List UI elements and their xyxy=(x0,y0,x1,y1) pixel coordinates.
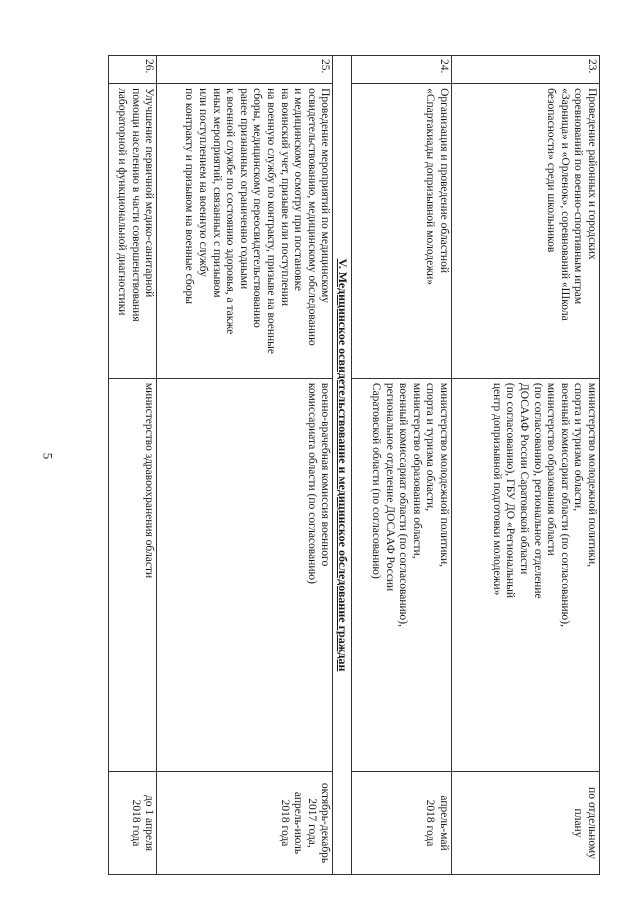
event-name: Организация и проведение областной «Спартакиады допризывной молодежи» xyxy=(352,84,452,379)
responsible-parties: военно-врачебная комиссия военного комиссариата области (по согласованию) xyxy=(157,378,333,771)
section-title: V. Медицинское освидетельствование и медицинское обследование граждан xyxy=(333,56,352,875)
events-table xyxy=(108,55,600,875)
rotated-document xyxy=(90,55,600,875)
row-number: 26. xyxy=(109,56,157,84)
table-row xyxy=(109,56,157,875)
deadline: до 1 апреля 2018 года xyxy=(109,772,157,875)
row-number: 24. xyxy=(352,56,452,84)
responsible-parties: министерство молодежной политики, спорта и туризма области, военный комиссариат области (по согласованию), министерство образования области (по согласованию), региональное отделение ДОСААФ России Саратовской области (по согласованию), ГБУ ДО «Региональный центр допризывной подготовки молодежи» xyxy=(452,378,600,771)
table-row xyxy=(352,56,452,875)
event-name: Проведение мероприятий по медицинскому освидетельствованию, медицинскому обследованию и медицинскому осмотру при постановке на воинский учет, призыве или поступлении на военную службу по контракту, призыве на военные сборы, медицинскому переосвидетельствованию ранее признанных ограниченно годными к военной службе по состоянию здоровья, а также иных мероприятий, связанных с призывом или поступлением на военную службу по контракту и призывом на военные сборы xyxy=(157,84,333,379)
responsible-parties: министерство молодежной политики, спорта и туризма области, министерство образования области, военный комиссариат области (по согласованию), региональное отделение ДОСААФ России Саратовской области (по согласованию) xyxy=(352,378,452,771)
table-row xyxy=(452,56,600,875)
table-row xyxy=(157,56,333,875)
responsible-parties: министерство здравоохранения области xyxy=(109,378,157,771)
event-name: Улучшение первичной медико-санитарной помощи населению в части совершенствования лабораторной и функциональной диагностики xyxy=(109,84,157,379)
row-number: 23. xyxy=(452,56,600,84)
deadline: апрель-май 2018 года xyxy=(352,772,452,875)
section-header-row xyxy=(333,56,352,875)
page-number: 5 xyxy=(40,452,56,460)
deadline: по отдельному плану xyxy=(452,772,600,875)
row-number: 25. xyxy=(157,56,333,84)
deadline: октябрь-декабрь 2017 года, апрель-июль 2018 года xyxy=(157,772,333,875)
event-name: Проведение районных и городских соревнований по военно-спортивным играм «Зарница» и «Орленок», соревнований «Школа безопасности» среди школьников xyxy=(452,84,600,379)
